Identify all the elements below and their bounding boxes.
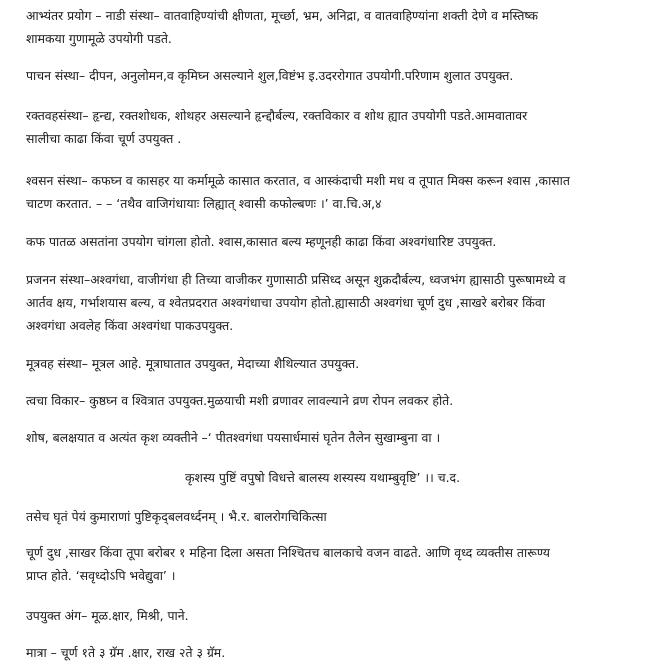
text-line: तसेच घृतं पेयं कुमाराणां पुष्टिकृद्‌बलवर्ध्दनम् । भै.र. बालरोगचिकित्सा xyxy=(26,509,327,524)
text-line: पाचन संस्था– दीपन, अनुलोमन,व कृमिघ्न असल्याने शुल,विष्टंभ इ.उदररोगात उपयोगी.परिणाम शुलात उपयुक्त. xyxy=(26,68,514,83)
text-line: कृशस्य पुष्टिं वपुषो विधत्ते बालस्य शस्यस्य यथाम्बुवृष्टि’ ।। च.द. xyxy=(185,470,461,485)
text-line: मूत्रवह संस्था– मूत्रल आहे. मूत्राघातात उपयुक्त, मेदाच्या शैथिल्यात उपयुक्त. xyxy=(26,356,360,371)
text-line: प्राप्त होते. ‘सवृध्दोऽपि भवेद्युवा’ । xyxy=(26,568,176,583)
paragraph-kaph xyxy=(26,230,496,253)
paragraph-mutravaha-sanstha xyxy=(26,352,359,375)
text-line: रक्तवहसंस्था– हृन्द्य, रक्तशोधक, शोथहर असल्याने हृन्द्दौर्बल्य, रक्तविकार व शोथ ह्यात उपयोगी पडते.आमवातावर xyxy=(26,108,528,123)
text-line: चूर्ण दुध ,साखर किंवा तूपा बरोबर १ महिना दिला असता निश्चितच बालकाचे वजन वाढते. आणि वृध्द व्यक्तीस तारूण्य xyxy=(26,545,550,560)
paragraph-churna-dudh xyxy=(26,541,550,587)
text-line: उपयुक्त अंग– मूळ.क्षार, मिश्री, पाने. xyxy=(26,608,189,623)
text-line: श्वसन संस्था– कफघ्न व कासहर या कर्मामूळे कासात करतात, व आस्कंदाची मशी मध व तूपात मिक्स करून श्वास ,कासात xyxy=(26,173,570,188)
paragraph-raktavaha-sanstha xyxy=(26,104,527,150)
paragraph-upayukta-ang xyxy=(26,604,189,627)
paragraph-abhyantar-prayog xyxy=(26,4,538,50)
paragraph-matra xyxy=(26,641,225,664)
paragraph-pachan-sanstha xyxy=(26,64,513,87)
paragraph-tasech xyxy=(26,505,327,528)
text-line: मात्रा – चूर्ण १ते ३ ग्रॅम .क्षार, राख २ते ३ ग्रॅम. xyxy=(26,645,226,660)
text-line: अश्वगंधा अवलेह किंवा अश्वगंधा पाकउपयुक्त. xyxy=(26,318,234,333)
paragraph-prajanan-sanstha xyxy=(26,268,565,337)
paragraph-twacha-vikar xyxy=(26,389,453,412)
paragraph-shloka-continuation xyxy=(185,466,460,489)
text-line: आभ्यंतर प्रयोग – नाडी संस्था– वातवाहिण्यांची क्षीणता, मूर्च्छा, भ्रम, अनिद्रा, व वातवाहिण्यांना शक्ती देणे व मस्तिष्क xyxy=(26,8,539,23)
paragraph-shosh xyxy=(26,426,440,449)
text-line: त्वचा विकार– कुष्ठघ्न व श्वित्रात उपयुक्त.मुळयाची मशी व्रणावर लावल्याने व्रण रोपन लवकर होते. xyxy=(26,393,454,408)
text-line: सालीचा काढा किंवा चूर्ण उपयुक्त . xyxy=(26,131,182,146)
text-line: प्रजनन संस्था–अश्वगंधा, वाजीगंधा ही तिच्या वाजीकर गुणासाठी प्रसिध्द असून शुक्रदौर्बल्य, ध्वजभंग ह्यासाठी पुरूषामध्ये व xyxy=(26,272,566,287)
text-line: शोष, बलक्षयात व अत्यंत कृश व्यक्तीने –‘ पीतश्वगंधा पयसार्धमासं घृतेन तैलेन सुखाम्बुना वा । xyxy=(26,430,441,445)
text-line: कफ पातळ असतांना उपयोग चांगला होतो. श्वास,कासात बल्य म्हणूनही काढा किंवा अश्वगंधारिष्ट उपयुक्त. xyxy=(26,234,497,249)
text-line: आर्तव क्षय, गर्भाशयास बल्य, व श्वेतप्रदरात अश्वगंधाचा उपयोग होतो.ह्यासाठी अश्वगंधा चूर्ण दुध ,साखरे बरोबर किंवा xyxy=(26,295,545,310)
text-line: चाटण करतात. – – ‘तथैव वाजिगंधायाः लिह्यात् श्वासी कफोल्बणः ।’ वा.चि.अ,४ xyxy=(26,196,382,211)
text-line: शामकया गुणामूळे उपयोगी पडते. xyxy=(26,31,172,46)
paragraph-shwasan-sanstha xyxy=(26,169,570,215)
